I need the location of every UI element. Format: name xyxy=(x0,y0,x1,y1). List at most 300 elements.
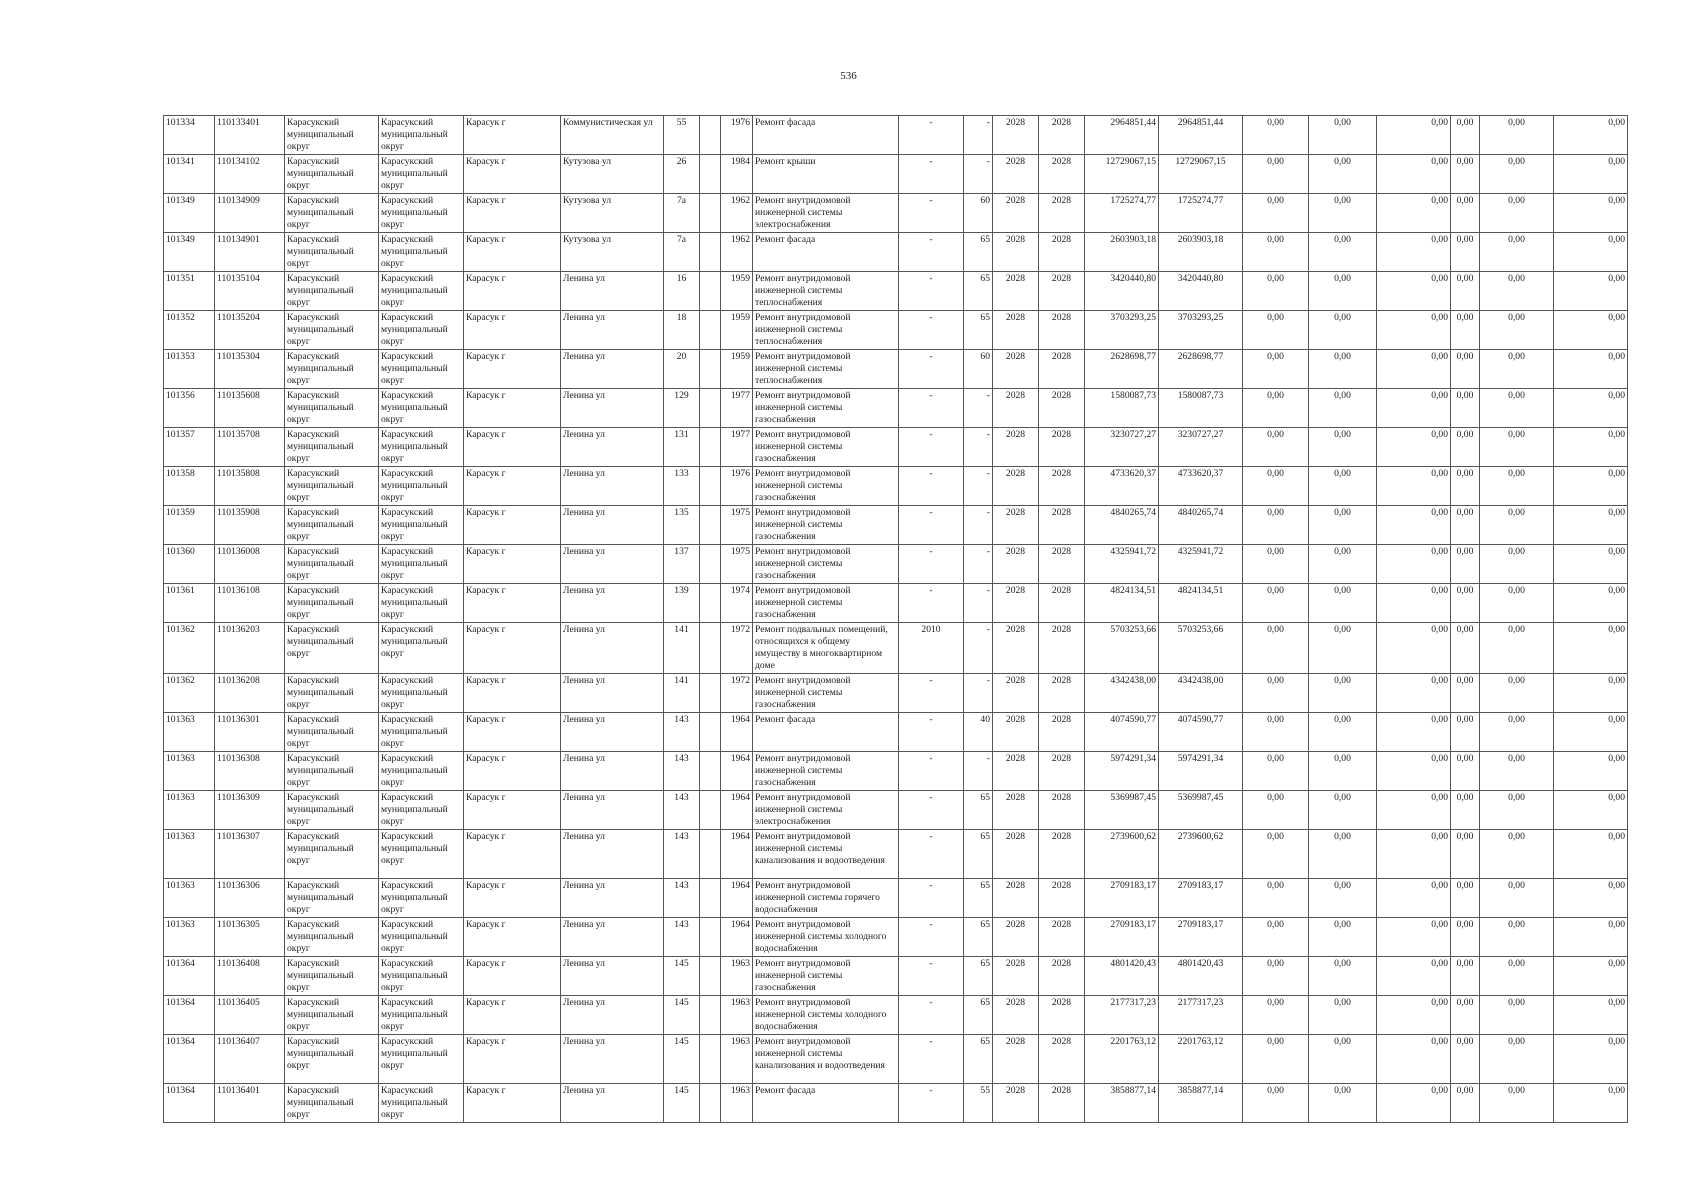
row-col-b: - xyxy=(964,116,993,155)
row-year: 1972 xyxy=(721,674,753,713)
row-id: 101360 xyxy=(164,545,215,584)
row-col-a: - xyxy=(899,194,964,233)
row-sum-total: 4325941,72 xyxy=(1085,545,1159,584)
row-val-4: 0,00 xyxy=(1451,996,1480,1035)
row-val-1: 0,00 xyxy=(1243,584,1309,623)
row-val-3: 0,00 xyxy=(1377,194,1451,233)
row-work-type: Ремонт подвальных помещений, относящихся к общему имуществу в многоквартирном доме xyxy=(753,623,899,674)
row-work-type: Ремонт внутридомовой инженерной системы канализования и водоотведения xyxy=(753,830,899,879)
row-year-end: 2028 xyxy=(1039,311,1085,350)
row-municipality: Карасукский муниципальный округ xyxy=(285,311,379,350)
row-city: Карасук г xyxy=(464,116,561,155)
row-val-6: 0,00 xyxy=(1554,957,1628,996)
row-empty xyxy=(700,506,721,545)
row-val-1: 0,00 xyxy=(1243,918,1309,957)
row-sum-total: 2603903,18 xyxy=(1085,233,1159,272)
row-year-end: 2028 xyxy=(1039,233,1085,272)
row-col-a: - xyxy=(899,584,964,623)
row-val-2: 0,00 xyxy=(1309,674,1377,713)
row-col-b: 65 xyxy=(964,996,993,1035)
row-val-5: 0,00 xyxy=(1480,713,1554,752)
table-row xyxy=(164,506,1628,545)
row-house: 129 xyxy=(664,389,700,428)
row-municipality-2: Карасукский муниципальный округ xyxy=(379,752,464,791)
row-val-2: 0,00 xyxy=(1309,467,1377,506)
row-sum-fund: 2709183,17 xyxy=(1159,918,1243,957)
row-id: 101361 xyxy=(164,584,215,623)
row-empty xyxy=(700,713,721,752)
row-house: 26 xyxy=(664,155,700,194)
row-col-b: 65 xyxy=(964,918,993,957)
row-col-b: 65 xyxy=(964,830,993,879)
row-municipality-2: Карасукский муниципальный округ xyxy=(379,506,464,545)
row-val-3: 0,00 xyxy=(1377,272,1451,311)
row-work-type: Ремонт внутридомовой инженерной системы электроснабжения xyxy=(753,791,899,830)
row-work-type: Ремонт внутридомовой инженерной системы канализования и водоотведения xyxy=(753,1035,899,1084)
row-sum-total: 4840265,74 xyxy=(1085,506,1159,545)
row-year-end: 2028 xyxy=(1039,830,1085,879)
row-year-start: 2028 xyxy=(993,791,1039,830)
row-col-b: 65 xyxy=(964,1035,993,1084)
row-val-6: 0,00 xyxy=(1554,389,1628,428)
row-val-3: 0,00 xyxy=(1377,623,1451,674)
table-row xyxy=(164,116,1628,155)
row-municipality-2: Карасукский муниципальный округ xyxy=(379,623,464,674)
row-val-3: 0,00 xyxy=(1377,389,1451,428)
row-empty xyxy=(700,584,721,623)
row-val-4: 0,00 xyxy=(1451,428,1480,467)
row-val-5: 0,00 xyxy=(1480,791,1554,830)
row-val-5: 0,00 xyxy=(1480,1084,1554,1123)
row-municipality-2: Карасукский муниципальный округ xyxy=(379,311,464,350)
row-val-6: 0,00 xyxy=(1554,830,1628,879)
row-col-a: - xyxy=(899,918,964,957)
row-sum-total: 5369987,45 xyxy=(1085,791,1159,830)
row-house: 145 xyxy=(664,1084,700,1123)
row-year: 1975 xyxy=(721,506,753,545)
row-val-5: 0,00 xyxy=(1480,830,1554,879)
row-municipality-2: Карасукский муниципальный округ xyxy=(379,957,464,996)
table-row xyxy=(164,467,1628,506)
row-municipality: Карасукский муниципальный округ xyxy=(285,752,379,791)
row-val-4: 0,00 xyxy=(1451,1084,1480,1123)
row-sum-fund: 2603903,18 xyxy=(1159,233,1243,272)
row-house: 7а xyxy=(664,194,700,233)
row-val-4: 0,00 xyxy=(1451,584,1480,623)
row-empty xyxy=(700,830,721,879)
row-work-type: Ремонт внутридомовой инженерной системы теплоснабжения xyxy=(753,350,899,389)
row-year-end: 2028 xyxy=(1039,1035,1085,1084)
row-year-start: 2028 xyxy=(993,272,1039,311)
row-empty xyxy=(700,791,721,830)
row-val-3: 0,00 xyxy=(1377,918,1451,957)
row-municipality: Карасукский муниципальный округ xyxy=(285,467,379,506)
row-year-start: 2028 xyxy=(993,713,1039,752)
row-city: Карасук г xyxy=(464,467,561,506)
row-id: 101349 xyxy=(164,233,215,272)
row-val-5: 0,00 xyxy=(1480,311,1554,350)
row-sum-total: 12729067,15 xyxy=(1085,155,1159,194)
row-year-end: 2028 xyxy=(1039,467,1085,506)
row-street: Ленина ул xyxy=(561,996,664,1035)
row-val-2: 0,00 xyxy=(1309,584,1377,623)
row-val-4: 0,00 xyxy=(1451,674,1480,713)
row-val-4: 0,00 xyxy=(1451,545,1480,584)
row-municipality-2: Карасукский муниципальный округ xyxy=(379,272,464,311)
row-empty xyxy=(700,545,721,584)
row-val-3: 0,00 xyxy=(1377,752,1451,791)
row-val-2: 0,00 xyxy=(1309,1084,1377,1123)
row-municipality-2: Карасукский муниципальный округ xyxy=(379,1035,464,1084)
row-val-1: 0,00 xyxy=(1243,116,1309,155)
row-city: Карасук г xyxy=(464,506,561,545)
row-col-a: - xyxy=(899,713,964,752)
row-id: 101356 xyxy=(164,389,215,428)
row-val-5: 0,00 xyxy=(1480,116,1554,155)
row-year: 1984 xyxy=(721,155,753,194)
row-val-4: 0,00 xyxy=(1451,830,1480,879)
row-sum-fund: 4733620,37 xyxy=(1159,467,1243,506)
row-val-2: 0,00 xyxy=(1309,830,1377,879)
row-val-3: 0,00 xyxy=(1377,545,1451,584)
row-municipality: Карасукский муниципальный округ xyxy=(285,584,379,623)
row-col-a: - xyxy=(899,957,964,996)
row-year-start: 2028 xyxy=(993,996,1039,1035)
table-row xyxy=(164,1035,1628,1084)
row-col-a: - xyxy=(899,350,964,389)
row-code: 110135808 xyxy=(215,467,285,506)
row-id: 101363 xyxy=(164,791,215,830)
row-col-a: - xyxy=(899,116,964,155)
row-val-6: 0,00 xyxy=(1554,584,1628,623)
row-val-1: 0,00 xyxy=(1243,311,1309,350)
table-row xyxy=(164,674,1628,713)
row-id: 101359 xyxy=(164,506,215,545)
row-id: 101352 xyxy=(164,311,215,350)
row-col-b: 65 xyxy=(964,791,993,830)
row-year-start: 2028 xyxy=(993,350,1039,389)
row-col-a: - xyxy=(899,467,964,506)
row-code: 110133401 xyxy=(215,116,285,155)
row-val-3: 0,00 xyxy=(1377,1084,1451,1123)
row-year: 1977 xyxy=(721,389,753,428)
row-year-end: 2028 xyxy=(1039,506,1085,545)
row-val-3: 0,00 xyxy=(1377,1035,1451,1084)
row-year-start: 2028 xyxy=(993,584,1039,623)
row-empty xyxy=(700,996,721,1035)
row-year-start: 2028 xyxy=(993,311,1039,350)
row-year-start: 2028 xyxy=(993,233,1039,272)
row-col-b: 40 xyxy=(964,713,993,752)
row-city: Карасук г xyxy=(464,233,561,272)
row-val-2: 0,00 xyxy=(1309,791,1377,830)
row-street: Ленина ул xyxy=(561,467,664,506)
row-year-start: 2028 xyxy=(993,428,1039,467)
table-row xyxy=(164,272,1628,311)
row-val-4: 0,00 xyxy=(1451,272,1480,311)
row-id: 101363 xyxy=(164,918,215,957)
table-row xyxy=(164,155,1628,194)
row-city: Карасук г xyxy=(464,623,561,674)
row-street: Ленина ул xyxy=(561,389,664,428)
row-year-end: 2028 xyxy=(1039,272,1085,311)
row-year-end: 2028 xyxy=(1039,155,1085,194)
row-id: 101364 xyxy=(164,996,215,1035)
row-val-6: 0,00 xyxy=(1554,233,1628,272)
row-year: 1963 xyxy=(721,996,753,1035)
row-col-a: - xyxy=(899,1035,964,1084)
table-row xyxy=(164,996,1628,1035)
row-sum-total: 2739600,62 xyxy=(1085,830,1159,879)
row-col-a: - xyxy=(899,1084,964,1123)
row-city: Карасук г xyxy=(464,752,561,791)
row-house: 145 xyxy=(664,957,700,996)
table-row xyxy=(164,879,1628,918)
row-col-a: - xyxy=(899,272,964,311)
table-row xyxy=(164,389,1628,428)
row-val-5: 0,00 xyxy=(1480,506,1554,545)
row-code: 110136405 xyxy=(215,996,285,1035)
row-municipality: Карасукский муниципальный округ xyxy=(285,428,379,467)
row-val-1: 0,00 xyxy=(1243,996,1309,1035)
row-year-start: 2028 xyxy=(993,506,1039,545)
row-val-4: 0,00 xyxy=(1451,194,1480,233)
row-city: Карасук г xyxy=(464,428,561,467)
row-val-2: 0,00 xyxy=(1309,918,1377,957)
row-city: Карасук г xyxy=(464,791,561,830)
row-year-start: 2028 xyxy=(993,674,1039,713)
row-municipality: Карасукский муниципальный округ xyxy=(285,155,379,194)
row-empty xyxy=(700,233,721,272)
row-year-start: 2028 xyxy=(993,116,1039,155)
row-house: 131 xyxy=(664,428,700,467)
row-year: 1964 xyxy=(721,713,753,752)
row-val-5: 0,00 xyxy=(1480,957,1554,996)
row-street: Ленина ул xyxy=(561,584,664,623)
row-work-type: Ремонт внутридомовой инженерной системы газоснабжения xyxy=(753,389,899,428)
row-sum-total: 4824134,51 xyxy=(1085,584,1159,623)
row-val-4: 0,00 xyxy=(1451,1035,1480,1084)
row-work-type: Ремонт крыши xyxy=(753,155,899,194)
row-year: 1975 xyxy=(721,545,753,584)
row-val-5: 0,00 xyxy=(1480,194,1554,233)
row-sum-total: 3230727,27 xyxy=(1085,428,1159,467)
row-house: 141 xyxy=(664,674,700,713)
row-work-type: Ремонт внутридомовой инженерной системы холодного водоснабжения xyxy=(753,996,899,1035)
row-street: Ленина ул xyxy=(561,713,664,752)
row-col-a: - xyxy=(899,752,964,791)
row-work-type: Ремонт фасада xyxy=(753,713,899,752)
row-year-end: 2028 xyxy=(1039,791,1085,830)
row-col-b: - xyxy=(964,428,993,467)
row-year-start: 2028 xyxy=(993,752,1039,791)
row-empty xyxy=(700,389,721,428)
row-val-5: 0,00 xyxy=(1480,879,1554,918)
row-city: Карасук г xyxy=(464,1035,561,1084)
row-code: 110135304 xyxy=(215,350,285,389)
row-col-a: - xyxy=(899,996,964,1035)
row-municipality-2: Карасукский муниципальный округ xyxy=(379,350,464,389)
table-row xyxy=(164,957,1628,996)
row-empty xyxy=(700,957,721,996)
row-col-b: 55 xyxy=(964,1084,993,1123)
row-house: 139 xyxy=(664,584,700,623)
row-empty xyxy=(700,428,721,467)
row-empty xyxy=(700,879,721,918)
row-year: 1959 xyxy=(721,311,753,350)
row-sum-total: 1580087,73 xyxy=(1085,389,1159,428)
row-col-b: - xyxy=(964,545,993,584)
row-col-b: 65 xyxy=(964,272,993,311)
row-id: 101363 xyxy=(164,879,215,918)
row-street: Кутузова ул xyxy=(561,194,664,233)
row-year-end: 2028 xyxy=(1039,996,1085,1035)
row-year-end: 2028 xyxy=(1039,194,1085,233)
row-year-end: 2028 xyxy=(1039,674,1085,713)
row-val-4: 0,00 xyxy=(1451,467,1480,506)
row-sum-fund: 5703253,66 xyxy=(1159,623,1243,674)
row-code: 110135708 xyxy=(215,428,285,467)
row-val-1: 0,00 xyxy=(1243,428,1309,467)
row-code: 110136108 xyxy=(215,584,285,623)
row-id: 101362 xyxy=(164,623,215,674)
row-val-5: 0,00 xyxy=(1480,272,1554,311)
row-col-a: - xyxy=(899,311,964,350)
row-municipality-2: Карасукский муниципальный округ xyxy=(379,194,464,233)
row-street: Ленина ул xyxy=(561,918,664,957)
row-code: 110136305 xyxy=(215,918,285,957)
row-sum-total: 4074590,77 xyxy=(1085,713,1159,752)
row-col-b: - xyxy=(964,584,993,623)
row-val-6: 0,00 xyxy=(1554,752,1628,791)
row-val-2: 0,00 xyxy=(1309,233,1377,272)
row-code: 110134102 xyxy=(215,155,285,194)
row-code: 110136306 xyxy=(215,879,285,918)
row-col-b: - xyxy=(964,389,993,428)
row-sum-fund: 2177317,23 xyxy=(1159,996,1243,1035)
row-year: 1962 xyxy=(721,194,753,233)
row-val-1: 0,00 xyxy=(1243,233,1309,272)
row-municipality: Карасукский муниципальный округ xyxy=(285,506,379,545)
row-street: Ленина ул xyxy=(561,674,664,713)
row-year-end: 2028 xyxy=(1039,428,1085,467)
row-street: Ленина ул xyxy=(561,752,664,791)
row-municipality-2: Карасукский муниципальный округ xyxy=(379,791,464,830)
row-municipality: Карасукский муниципальный округ xyxy=(285,389,379,428)
row-municipality: Карасукский муниципальный округ xyxy=(285,957,379,996)
row-code: 110136008 xyxy=(215,545,285,584)
row-year: 1964 xyxy=(721,918,753,957)
row-municipality: Карасукский муниципальный округ xyxy=(285,713,379,752)
row-sum-fund: 4342438,00 xyxy=(1159,674,1243,713)
row-code: 110135104 xyxy=(215,272,285,311)
row-sum-fund: 12729067,15 xyxy=(1159,155,1243,194)
row-municipality-2: Карасукский муниципальный округ xyxy=(379,155,464,194)
row-year-start: 2028 xyxy=(993,830,1039,879)
row-municipality: Карасукский муниципальный округ xyxy=(285,918,379,957)
row-val-1: 0,00 xyxy=(1243,467,1309,506)
row-val-2: 0,00 xyxy=(1309,506,1377,545)
row-col-a: - xyxy=(899,545,964,584)
row-val-3: 0,00 xyxy=(1377,957,1451,996)
row-year-start: 2028 xyxy=(993,467,1039,506)
row-house: 145 xyxy=(664,1035,700,1084)
row-sum-total: 4801420,43 xyxy=(1085,957,1159,996)
repair-schedule-table xyxy=(163,115,1628,1123)
row-year-start: 2028 xyxy=(993,194,1039,233)
row-code: 110136309 xyxy=(215,791,285,830)
row-val-1: 0,00 xyxy=(1243,791,1309,830)
row-work-type: Ремонт фасада xyxy=(753,1084,899,1123)
row-year-start: 2028 xyxy=(993,957,1039,996)
row-empty xyxy=(700,623,721,674)
row-sum-total: 2964851,44 xyxy=(1085,116,1159,155)
row-work-type: Ремонт фасада xyxy=(753,116,899,155)
row-val-2: 0,00 xyxy=(1309,116,1377,155)
row-year-end: 2028 xyxy=(1039,1084,1085,1123)
page-number: 536 xyxy=(840,70,857,82)
row-street: Ленина ул xyxy=(561,830,664,879)
row-municipality-2: Карасукский муниципальный округ xyxy=(379,467,464,506)
row-id: 101358 xyxy=(164,467,215,506)
row-year-start: 2028 xyxy=(993,545,1039,584)
row-municipality-2: Карасукский муниципальный округ xyxy=(379,830,464,879)
row-year: 1964 xyxy=(721,752,753,791)
row-val-1: 0,00 xyxy=(1243,674,1309,713)
row-sum-total: 2177317,23 xyxy=(1085,996,1159,1035)
row-municipality: Карасукский муниципальный округ xyxy=(285,623,379,674)
row-work-type: Ремонт внутридомовой инженерной системы газоснабжения xyxy=(753,506,899,545)
row-val-5: 0,00 xyxy=(1480,545,1554,584)
row-municipality: Карасукский муниципальный округ xyxy=(285,116,379,155)
row-municipality: Карасукский муниципальный округ xyxy=(285,272,379,311)
row-municipality-2: Карасукский муниципальный округ xyxy=(379,879,464,918)
row-val-3: 0,00 xyxy=(1377,791,1451,830)
row-val-1: 0,00 xyxy=(1243,389,1309,428)
row-house: 137 xyxy=(664,545,700,584)
row-house: 143 xyxy=(664,713,700,752)
row-municipality-2: Карасукский муниципальный округ xyxy=(379,389,464,428)
row-val-6: 0,00 xyxy=(1554,1035,1628,1084)
row-municipality: Карасукский муниципальный округ xyxy=(285,194,379,233)
row-col-a: - xyxy=(899,428,964,467)
row-code: 110136401 xyxy=(215,1084,285,1123)
row-val-3: 0,00 xyxy=(1377,428,1451,467)
row-col-b: 60 xyxy=(964,350,993,389)
table-row xyxy=(164,311,1628,350)
row-sum-fund: 3703293,25 xyxy=(1159,311,1243,350)
row-val-5: 0,00 xyxy=(1480,1035,1554,1084)
row-val-1: 0,00 xyxy=(1243,713,1309,752)
row-year-start: 2028 xyxy=(993,1035,1039,1084)
row-year-end: 2028 xyxy=(1039,116,1085,155)
row-empty xyxy=(700,467,721,506)
row-sum-fund: 4325941,72 xyxy=(1159,545,1243,584)
row-street: Ленина ул xyxy=(561,311,664,350)
row-val-5: 0,00 xyxy=(1480,428,1554,467)
row-city: Карасук г xyxy=(464,272,561,311)
row-col-a: - xyxy=(899,830,964,879)
row-empty xyxy=(700,1035,721,1084)
row-municipality-2: Карасукский муниципальный округ xyxy=(379,713,464,752)
row-city: Карасук г xyxy=(464,155,561,194)
row-val-6: 0,00 xyxy=(1554,879,1628,918)
row-year-end: 2028 xyxy=(1039,389,1085,428)
row-year: 1964 xyxy=(721,879,753,918)
row-city: Карасук г xyxy=(464,545,561,584)
row-year: 1959 xyxy=(721,350,753,389)
row-city: Карасук г xyxy=(464,389,561,428)
